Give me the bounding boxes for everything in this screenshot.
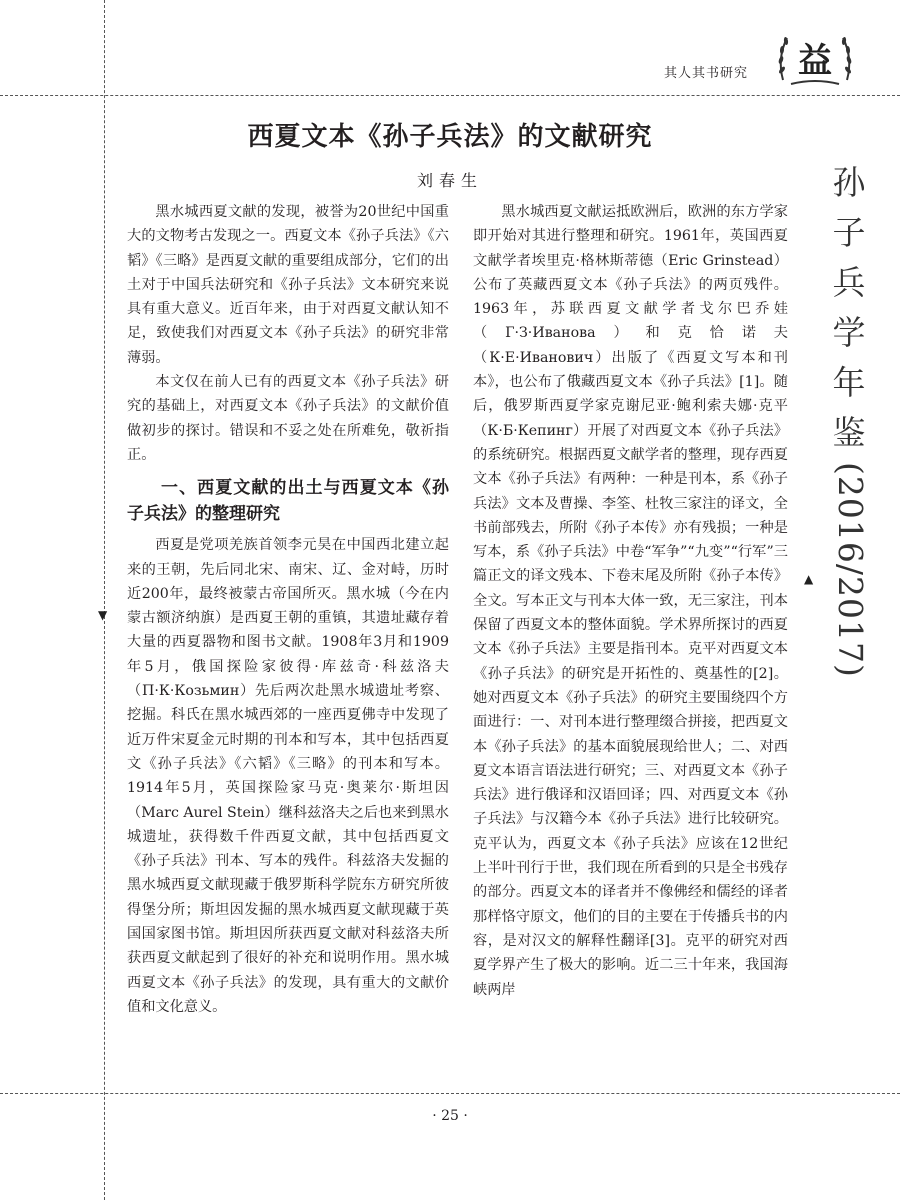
right-column	[473, 200, 788, 1002]
section-heading: 一、西夏文献的出土与西夏文本《孙子兵法》的整理研究	[127, 478, 449, 525]
right-paragraph: 黑水城西夏文献运抵欧洲后，欧洲的东方学家即开始对其进行整理和研究。1961年，英国西夏文献学者埃里克·格林斯蒂德（Eric Grinstead）公布了英藏西夏文本《孙子兵法》的两页残件。1963年，苏联西夏文献学者戈尔巴乔娃（Г·З·Иванова）和克恰诺夫（К·Е·Иванович）出版了《西夏文写本和刊本》，也公布了俄藏西夏文本《孙子兵法》[1]。随后，俄罗斯西夏学家克谢尼亚·鲍利索夫娜·克平（К·Б·Кепинг）开展了对西夏文本《孙子兵法》的系统研究。根据西夏文献学者的整理，现存西夏文本《孙子兵法》有两种：一种是刊本，系《孙子兵法》文本及曹操、李筌、杜牧三家注的译文，全书前部残去，所附《孙子本传》亦有残损；一种是写本，系《孙子兵法》中卷“军争”“九变”“行军”三篇正文的译文残本、下卷末尾及所附《孙子本传》全文。写本正文与刊本大体一致，无三家注，刊本保留了西夏文本的整体面貌。学术界所探讨的西夏文本《孙子兵法》主要是指刊本。克平对西夏文本《孙子兵法》的研究是开拓性的、奠基性的[2]。她对西夏文本《孙子兵法》的研究主要围绕四个方面进行：一、对刊本进行整理缀合拼接，把西夏文本《孙子兵法》的基本面貌展现给世人；二、对西夏文本语言语法进行研究；三、对西夏文本《孙子兵法》进行俄译和汉语回译；四、对西夏文本《孙子兵法》与汉籍今本《孙子兵法》进行比较研究。克平认为，西夏文本《孙子兵法》应该在12世纪上半叶刊行于世，我们现在所看到的只是全书残存的部分。西夏文本的译者并不像佛经和儒经的译者那样恪守原文，他们的目的主要在于传播兵书的内容，是对汉文的解释性翻译[3]。克平的研究对西夏学界产生了极大的影响。近二三十年来，我国海峡两岸	[473, 204, 788, 998]
emblem-character: 益	[798, 41, 832, 81]
yearbook-vertical-title	[826, 158, 874, 678]
left-column	[127, 200, 449, 1019]
article-author: 刘春生	[416, 171, 483, 190]
section-paragraph: 西夏是党项羌族首领李元昊在中国西北建立起来的王朝，先后同北宋、南宋、辽、金对峙，历时近200年，最终被蒙古帝国所灭。黑水城（今在内蒙古额济纳旗）是西夏王朝的重镇，其遗址藏存着大量的西夏器物和图书文献。1908年3月和1909年5月，俄国探险家彼得·库兹奇·科兹洛夫（П·К·Козьмин）先后两次赴黑水城遗址考察、挖掘。科氏在黑水城西郊的一座西夏佛寺中发现了近万件宋夏金元时期的刊本和写本，其中包括西夏文《孙子兵法》《六韬》《三略》的刊本和写本。1914年5月，英国探险家马克·奥莱尔·斯坦因（Marc Aurel Stein）继科兹洛夫之后也来到黑水城遗址，获得数千件西夏文献，其中包括西夏文《孙子兵法》刊本、写本的残件。科兹洛夫发掘的黑水城西夏文献现藏于俄罗斯科学院东方研究所彼得堡分所；斯坦因发掘的黑水城西夏文献现藏于英国国家图书馆。斯坦因所获西夏文献对科兹洛夫所获西夏文献起到了很好的补充和说明作用。黑水城西夏文本《孙子兵法》的发现，具有重大的文献价值和文化意义。	[127, 537, 449, 1015]
series-title: 其人其书研究	[663, 66, 748, 81]
intro-paragraph-2: 本文仅在前人已有的西夏文本《孙子兵法》研究的基础上，对西夏文本《孙子兵法》的文献价值做初步的探讨。错误和不妥之处在所难免，敬祈指正。	[127, 374, 449, 463]
left-fold-marker-icon: ▼	[98, 608, 108, 622]
yearbook-year: (2016/2017)	[831, 462, 870, 678]
yearbook-title-char: 学	[832, 313, 868, 352]
yearbook-title-char: 兵	[832, 263, 868, 302]
article-title: 西夏文本《孙子兵法》的文献研究	[247, 122, 653, 152]
yearbook-title-char: 鉴	[832, 413, 868, 452]
top-dashed-rule	[0, 95, 900, 96]
yearbook-title-char: 年	[832, 363, 868, 402]
yearbook-title-char: 孙	[832, 163, 868, 202]
intro-paragraph-1: 黑水城西夏文献的发现，被誉为20世纪中国重大的文物考古发现之一。西夏文本《孙子兵法》《六韬》《三略》是西夏文献的重要组成部分，它们的出土对于中国兵法研究和《孙子兵法》文本研究来说具有重大意义。近百年来，由于对西夏文献认知不足，致使我们对西夏文本《孙子兵法》的研究非常薄弱。	[127, 204, 449, 366]
yearbook-emblem-icon	[773, 28, 857, 88]
right-fold-marker-icon: ▲	[804, 572, 814, 586]
page-number: · 25 ·	[432, 1108, 468, 1124]
yearbook-title-char: 子	[832, 213, 868, 252]
bottom-dashed-rule	[0, 1093, 900, 1094]
